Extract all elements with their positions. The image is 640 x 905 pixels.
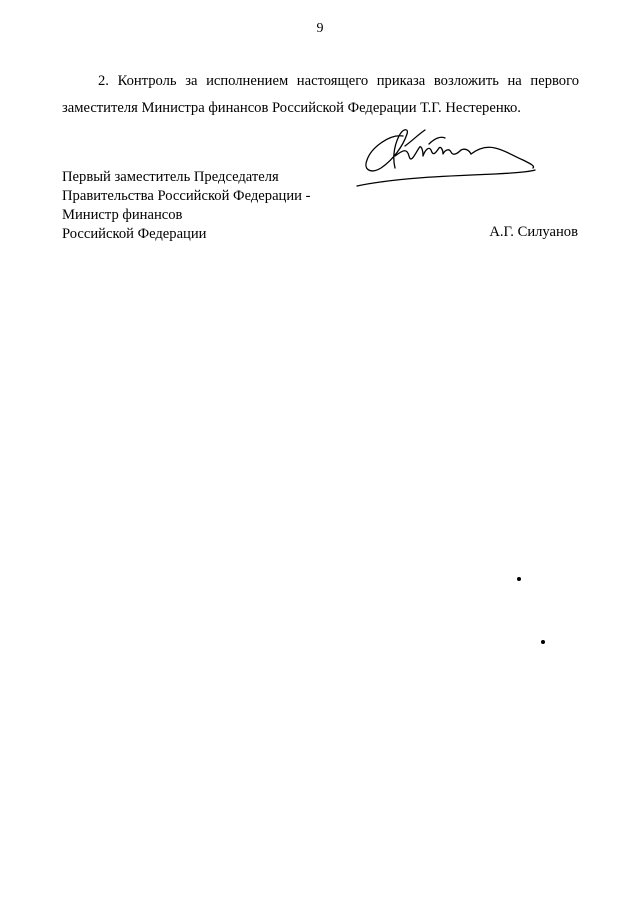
position-line: Первый заместитель Председателя: [62, 169, 279, 185]
scan-speck: [517, 577, 521, 581]
page-number: 9: [316, 21, 324, 36]
position-line: Российской Федерации: [62, 226, 207, 242]
signer-name: А.Г. Силуанов: [489, 224, 578, 240]
signer-position: [62, 168, 311, 244]
scan-speck: [541, 640, 545, 644]
order-paragraph: 2. Контроль за исполнением настоящего приказа возложить на первого заместителя Министра финансов Российской Федерации Т.Г. Нестеренко.: [62, 73, 579, 116]
position-line: Правительства Российской Федерации -: [62, 188, 311, 204]
signature-image: [345, 120, 545, 200]
position-line: Министр финансов: [62, 207, 183, 223]
